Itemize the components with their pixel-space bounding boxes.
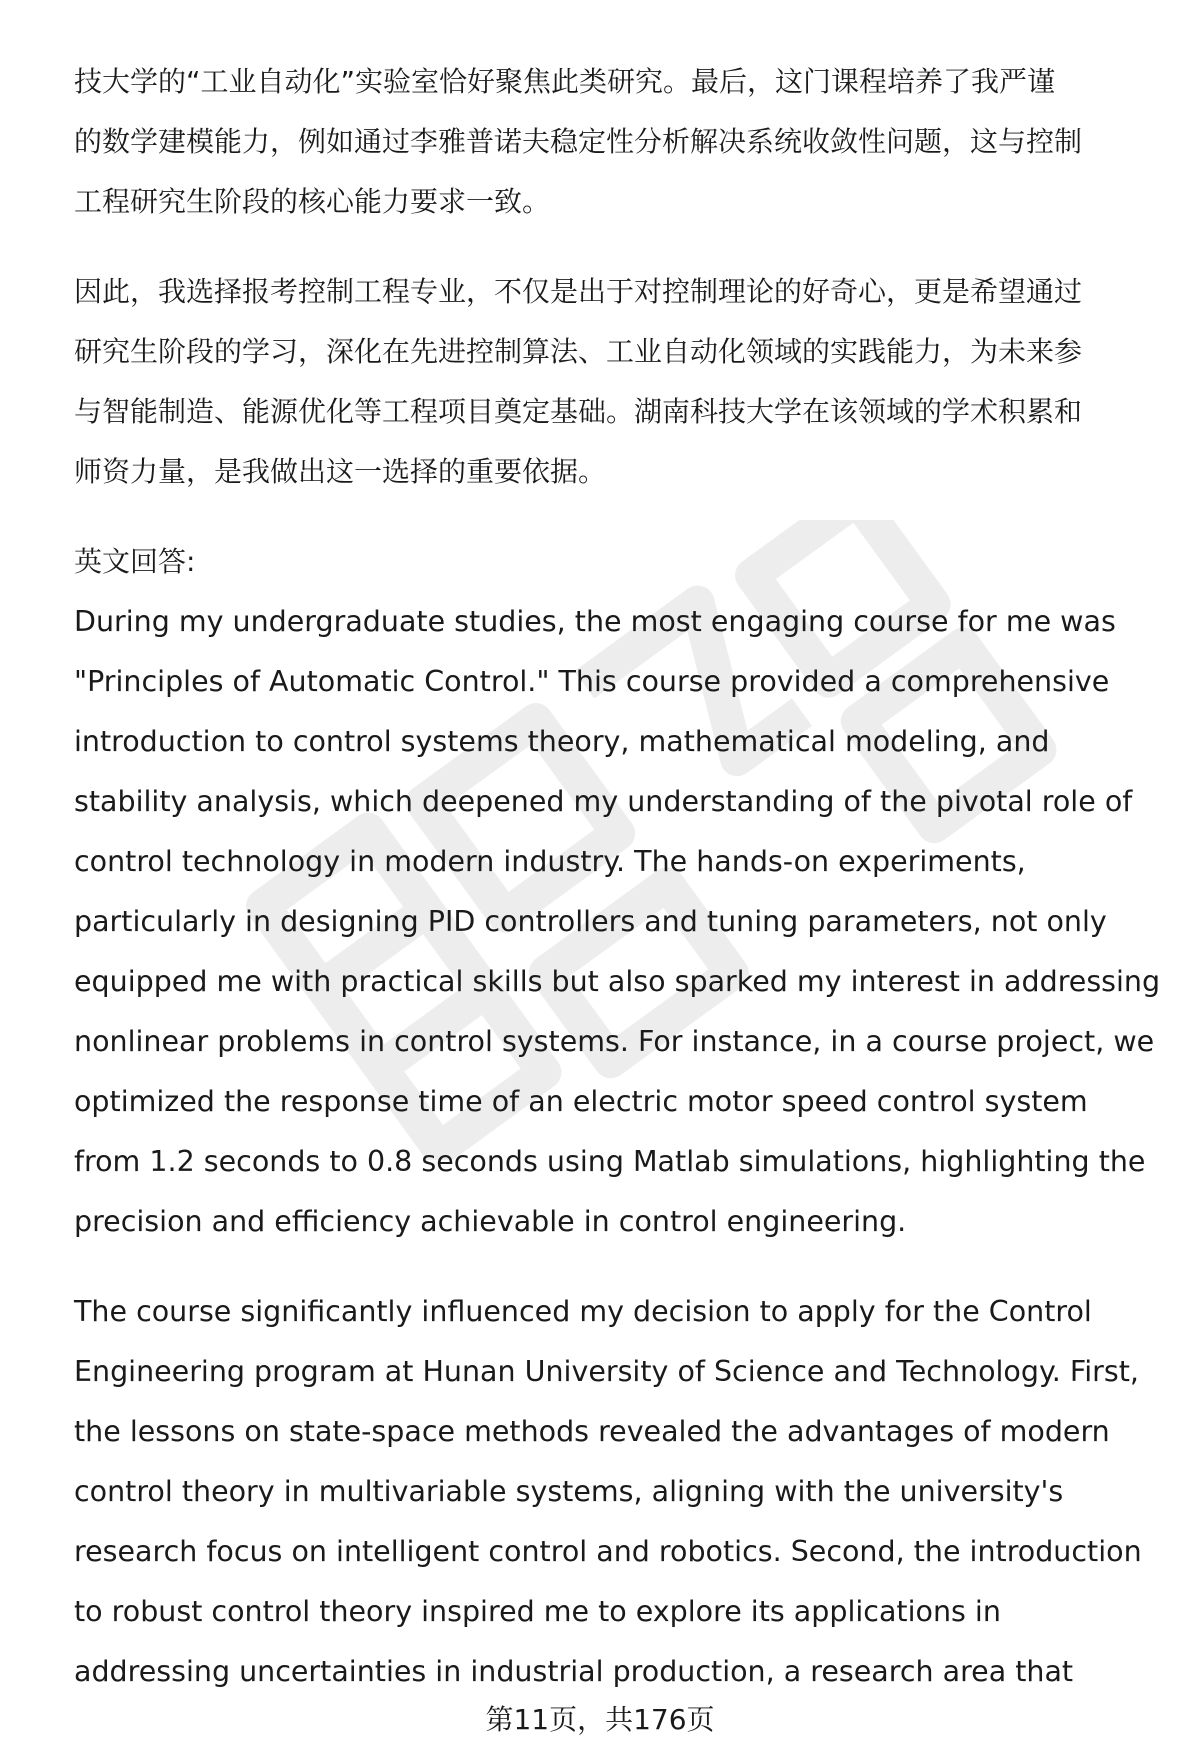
text-line: the lessons on state-space methods revealed the advantages of modern — [74, 1415, 1110, 1448]
text-line: nonlinear problems in control systems. For instance, in a course project, we — [74, 1025, 1155, 1058]
text-line: research focus on intelligent control and robotics. Second, the introduction — [74, 1535, 1142, 1568]
text-line: optimized the response time of an electric motor speed control system — [74, 1085, 1088, 1118]
text-line: 研究生阶段的学习，深化在先进控制算法、工业自动化领域的实践能力，为未来参 — [74, 335, 1083, 368]
text-line: 工程研究生阶段的核心能力要求一致。 — [74, 185, 551, 218]
text-line: "Principles of Automatic Control." This course provided a comprehensive — [74, 665, 1110, 698]
text-line: During my undergraduate studies, the most engaging course for me was — [74, 605, 1116, 638]
text-line: 师资力量，是我做出这一选择的重要依据。 — [74, 455, 607, 488]
text-line: 的数学建模能力，例如通过李雅普诺夫稳定性分析解决系统收敛性问题，这与控制 — [74, 125, 1083, 158]
text-line: to robust control theory inspired me to explore its applications in — [74, 1595, 1001, 1628]
text-line: 技大学的“工业自动化”实验室恰好聚焦此类研究。最后，这门课程培养了我严谨 — [74, 65, 1056, 98]
text-line: from 1.2 seconds to 0.8 seconds using Matlab simulations, highlighting the — [74, 1145, 1146, 1178]
text-line: particularly in designing PID controllers and tuning parameters, not only — [74, 905, 1107, 938]
text-line: precision and efficiency achievable in control engineering. — [74, 1205, 907, 1238]
text-line: 因此，我选择报考控制工程专业，不仅是出于对控制理论的好奇心，更是希望通过 — [74, 275, 1083, 308]
document-body — [74, 52, 1161, 1702]
english-paragraph-1 — [74, 592, 1161, 1252]
text-line: Engineering program at Hunan University of Science and Technology. First, — [74, 1355, 1139, 1388]
text-line: 与智能制造、能源优化等工程项目奠定基础。湖南科技大学在该领域的学术积累和 — [74, 395, 1083, 428]
chinese-paragraph-1 — [74, 52, 1154, 232]
english-answer-label: 英文回答: — [74, 545, 196, 578]
chinese-paragraph-2 — [74, 262, 1154, 502]
text-line: introduction to control systems theory, mathematical modeling, and — [74, 725, 1050, 758]
text-line: The course significantly influenced my decision to apply for the Control — [74, 1295, 1092, 1328]
text-line: addressing uncertainties in industrial production, a research area that — [74, 1655, 1074, 1688]
text-line: control technology in modern industry. The hands-on experiments, — [74, 845, 1026, 878]
english-paragraph-2 — [74, 1282, 1154, 1702]
text-line: equipped me with practical skills but also sparked my interest in addressing — [74, 965, 1161, 998]
page-number-footer: 第11页，共176页 — [485, 1703, 715, 1736]
text-line: stability analysis, which deepened my understanding of the pivotal role of — [74, 785, 1133, 818]
text-line: control theory in multivariable systems, aligning with the university's — [74, 1475, 1064, 1508]
